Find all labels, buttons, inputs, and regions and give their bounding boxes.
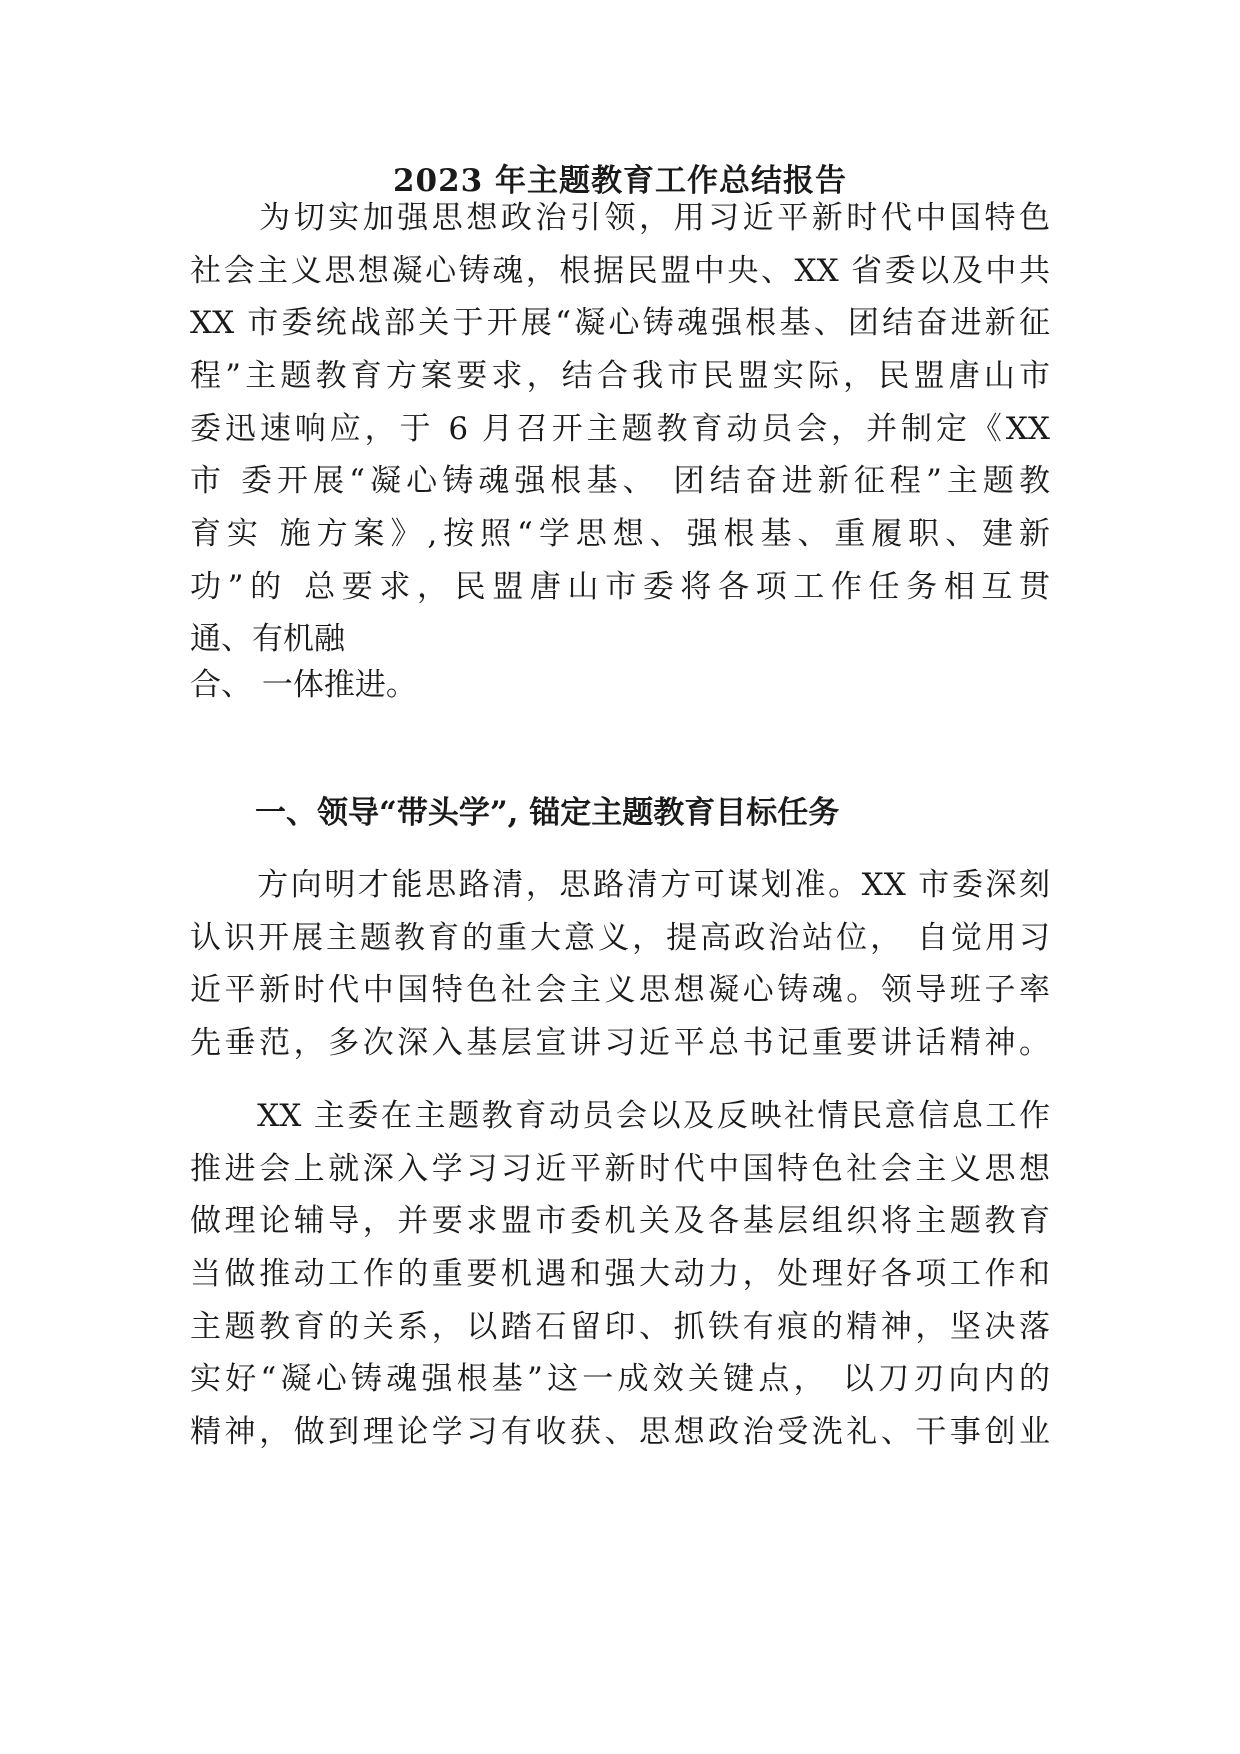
text-line: 做理论辅导，并要求盟市委机关及各基层组织将主题教育	[190, 1203, 1050, 1239]
text-line: 程”主题教育方案要求，结合我市民盟实际，民盟唐山市	[190, 358, 1050, 394]
text-line: 主题教育的关系，以踏石留印、抓铁有痕的精神，坚决落	[190, 1309, 1050, 1345]
text-line: 为切实加强思想政治引领，用习近平新时代中国特色	[190, 200, 1050, 236]
text-line: 委迅速响应，于 6 月召开主题教育动员会，并制定《XX	[190, 411, 1050, 447]
text-line: 市 委开展“凝心铸魂强根基、 团结奋进新征程”主题教	[190, 463, 1050, 499]
text-line: 当做推动工作的重要机遇和强大动力，处理好各项工作和	[190, 1256, 1050, 1292]
section-heading: 一、领导“带头学”, 锚定主题教育目标任务	[255, 795, 840, 831]
text-line: 通、有机融	[190, 621, 345, 657]
text-line: 社会主义思想凝心铸魂，根据民盟中央、XX 省委以及中共	[190, 253, 1050, 289]
text-line: XX 市委统战部关于开展“凝心铸魂强根基、团结奋进新征	[190, 305, 1050, 341]
text-line: XX 主委在主题教育动员会以及反映社情民意信息工作	[190, 1098, 1050, 1134]
text-line: 近平新时代中国特色社会主义思想凝心铸魂。领导班子率	[190, 972, 1050, 1008]
text-line: 推进会上就深入学习习近平新时代中国特色社会主义思想	[190, 1151, 1050, 1187]
text-line: 精神，做到理论学习有收获、思想政治受洗礼、干事创业	[190, 1414, 1050, 1450]
text-line: 认识开展主题教育的重大意义，提高政治站位， 自觉用习	[190, 920, 1050, 956]
document-title: 2023 年主题教育工作总结报告	[392, 163, 848, 199]
text-line: 合、 一体推进。	[190, 667, 417, 703]
text-line: 育实 施方案》,按照“学思想、强根基、重履职、建新	[190, 516, 1050, 552]
text-line: 实好“凝心铸魂强根基”这一成效关键点， 以刀刃向内的	[190, 1361, 1050, 1397]
text-line: 功”的 总要求，民盟唐山市委将各项工作任务相互贯	[190, 569, 1050, 605]
text-line: 方向明才能思路清，思路清方可谋划准。XX 市委深刻	[190, 867, 1050, 903]
text-line: 先垂范，多次深入基层宣讲习近平总书记重要讲话精神。	[190, 1025, 1050, 1061]
